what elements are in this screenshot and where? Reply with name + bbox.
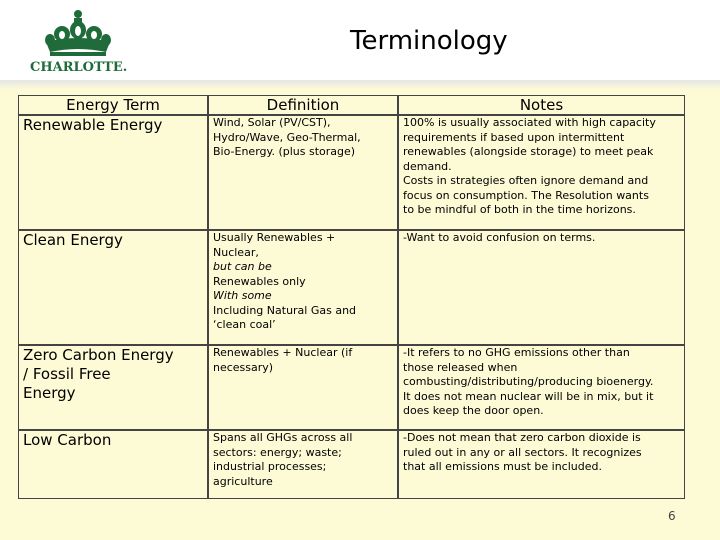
definition-line: ‘clean coal’ — [213, 318, 276, 331]
notes-line: demand. — [403, 159, 452, 173]
notes-line: to be mindful of both in the time horizons. — [403, 203, 636, 216]
header-divider — [0, 80, 720, 90]
term-name-line: / Fossil Free — [23, 365, 111, 383]
definition-line: Renewables only — [213, 274, 306, 288]
notes-line: combusting/distributing/producing bioenergy. — [403, 375, 654, 388]
notes-line: ruled out in any or all sectors. It recognizes — [403, 445, 642, 459]
notes-cell — [399, 346, 684, 431]
term-cell — [19, 431, 209, 498]
notes-cell — [399, 116, 684, 231]
terminology-table — [18, 95, 685, 499]
definition-line: Bio-Energy. (plus storage) — [213, 145, 356, 158]
term-cell — [19, 231, 209, 346]
notes-line: does keep the door open. — [403, 404, 544, 417]
definition-line: agriculture — [213, 474, 273, 488]
definition-line: With some — [213, 289, 272, 302]
notes-line: -It refers to no GHG emissions other than — [403, 346, 630, 359]
notes-line: requirements if based upon intermittent — [403, 130, 625, 144]
notes-line: that all emissions must be included. — [403, 460, 602, 473]
definition-line: industrial processes; — [213, 460, 327, 473]
term-name: Renewable Energy — [23, 116, 163, 134]
term-name: Low Carbon — [23, 431, 112, 449]
definition-line: Wind, Solar (PV/CST), — [213, 116, 331, 129]
definition-line: Renewables + Nuclear (if — [213, 346, 353, 359]
definition-cell — [209, 231, 399, 346]
definition-line: but can be — [213, 260, 272, 273]
definition-line: Usually Renewables + — [213, 231, 336, 244]
page-number: 6 — [668, 509, 676, 523]
term-name-line: Zero Carbon Energy — [23, 346, 174, 364]
notes-line: those released when — [403, 360, 518, 374]
table-row — [19, 231, 684, 346]
definition-line: Nuclear, — [213, 245, 259, 259]
definition-cell — [209, 431, 399, 498]
table-header-row — [19, 96, 684, 116]
definition-line: necessary) — [213, 360, 274, 374]
definition-line: Hydro/Wave, Geo-Thermal, — [213, 130, 361, 144]
table-row — [19, 116, 684, 231]
term-name: Clean Energy — [23, 231, 123, 249]
notes-line: 100% is usually associated with high capacity — [403, 116, 656, 129]
notes-line: -Does not mean that zero carbon dioxide is — [403, 431, 641, 444]
table-row — [19, 431, 684, 498]
column-header-notes: Notes — [399, 96, 684, 116]
notes-cell — [399, 231, 684, 346]
table-row — [19, 346, 684, 431]
notes-line: focus on consumption. The Resolution wants — [403, 188, 649, 202]
definition-line: sectors: energy; waste; — [213, 445, 342, 459]
notes-line: renewables (alongside storage) to meet peak — [403, 145, 654, 158]
logo-wordmark: CHARLOTTE. — [30, 60, 128, 75]
notes-cell — [399, 431, 684, 498]
column-header-term: Energy Term — [19, 96, 209, 116]
term-name-line: Energy — [23, 384, 76, 402]
notes-line: -Want to avoid confusion on terms. — [403, 231, 596, 244]
notes-line: It does not mean nuclear will be in mix, but it — [403, 389, 654, 403]
definition-line: Including Natural Gas and — [213, 303, 357, 317]
definition-cell — [209, 116, 399, 231]
term-cell — [19, 346, 209, 431]
column-header-definition: Definition — [209, 96, 399, 116]
page-title: Terminology — [350, 26, 508, 56]
definition-line: Spans all GHGs across all — [213, 431, 353, 444]
term-cell — [19, 116, 209, 231]
notes-line: Costs in strategies often ignore demand and — [403, 174, 649, 187]
definition-cell — [209, 346, 399, 431]
